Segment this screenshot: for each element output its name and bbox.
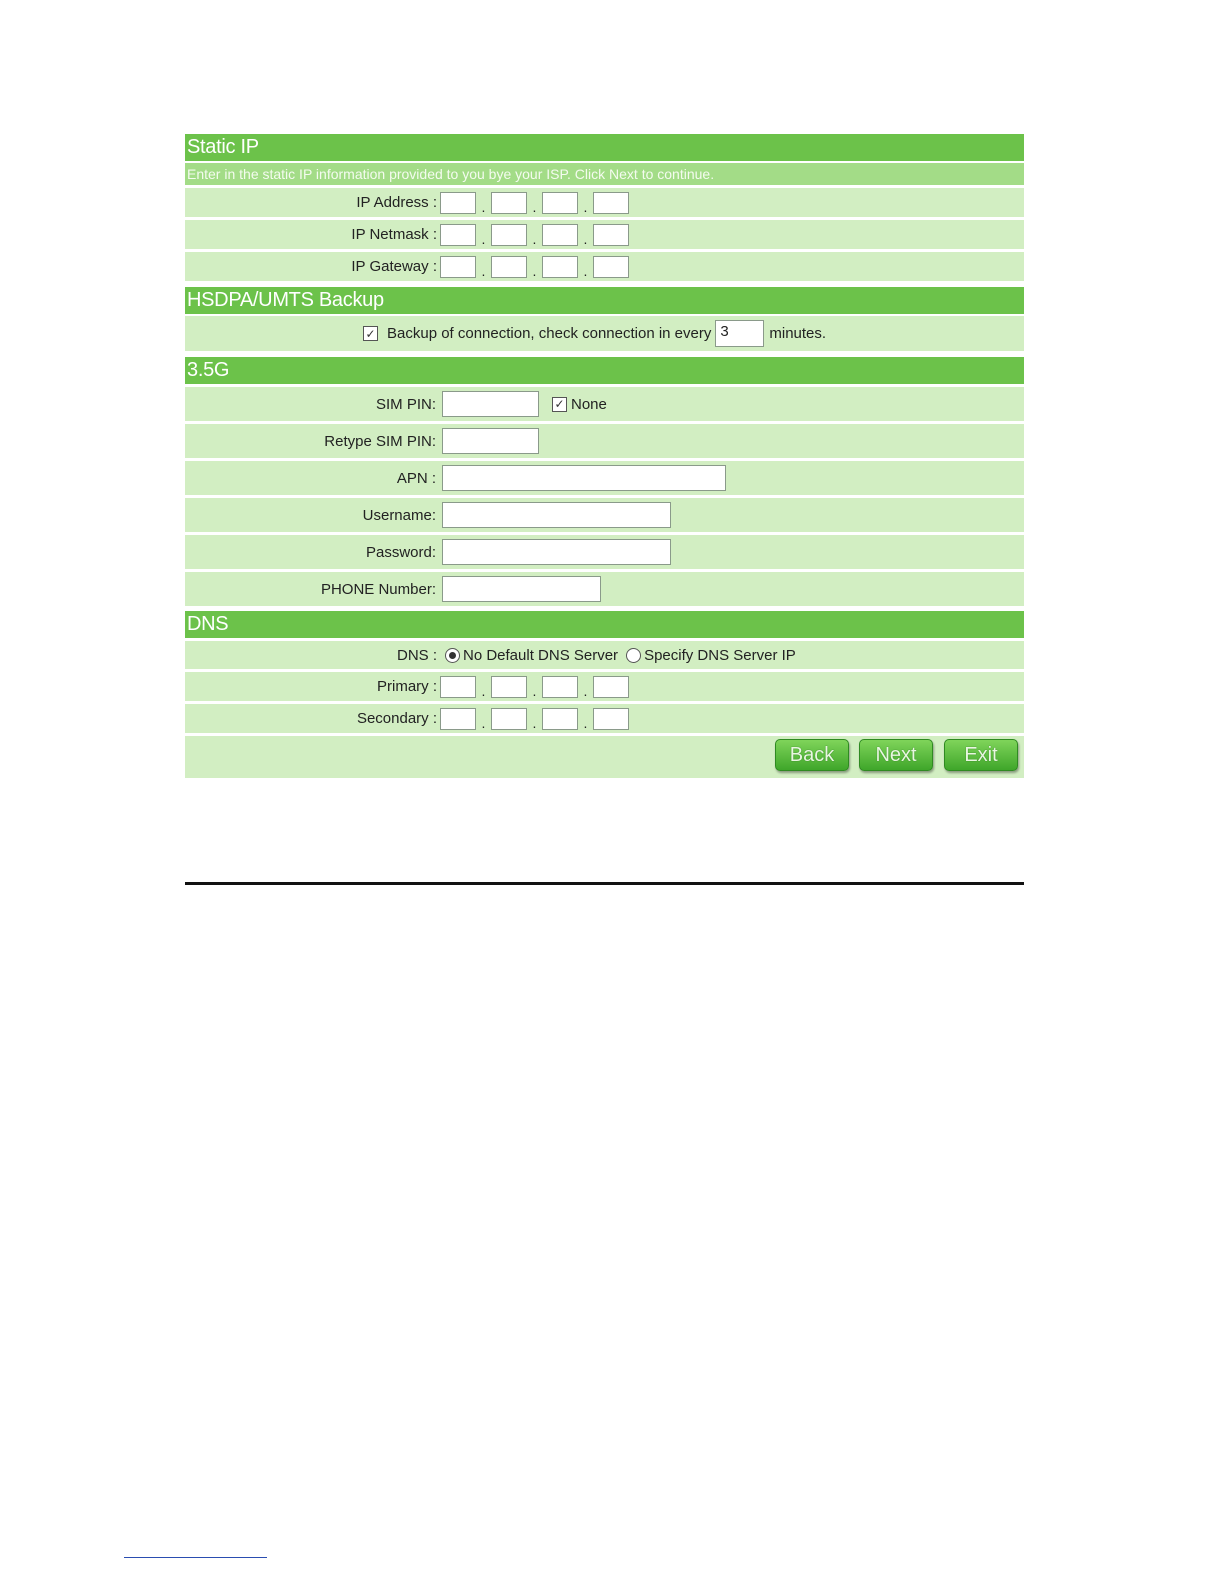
dns-no-default-radio[interactable]	[445, 648, 460, 663]
backup-text-before: Backup of connection, check connection in every	[387, 325, 712, 342]
ip-address-label: IP Address :	[356, 194, 437, 211]
ip-gateway-octet-4[interactable]	[593, 256, 629, 278]
row-username	[185, 498, 1024, 532]
backup-checkbox[interactable]: ✓	[363, 326, 378, 341]
ip-gateway-label: IP Gateway :	[351, 258, 437, 275]
page-divider	[185, 882, 1024, 885]
row-password	[185, 535, 1024, 569]
backup-text-after: minutes.	[769, 325, 827, 342]
section-header-3-5g: 3.5G	[185, 357, 1024, 384]
sim-pin-none-checkbox[interactable]: ✓	[552, 397, 567, 412]
setup-wizard-panel	[185, 134, 1024, 778]
ip-netmask-octet-1[interactable]	[440, 224, 476, 246]
dns-primary-octet-4[interactable]	[593, 676, 629, 698]
ip-netmask-octet-3[interactable]	[542, 224, 578, 246]
ip-separator: .	[532, 682, 537, 699]
dns-secondary-octet-2[interactable]	[491, 708, 527, 730]
ip-separator: .	[583, 714, 588, 731]
ip-address-octet-3[interactable]	[542, 192, 578, 214]
dns-secondary-octet-1[interactable]	[440, 708, 476, 730]
dns-no-default-label: No Default DNS Server	[463, 646, 619, 664]
ip-separator: .	[532, 198, 537, 215]
dns-secondary-label: Secondary :	[356, 710, 437, 727]
dns-primary-octet-1[interactable]	[440, 676, 476, 698]
exit-button[interactable]: Exit	[944, 739, 1018, 771]
dns-label: DNS :	[396, 646, 437, 664]
retype-sim-pin-label: Retype SIM PIN:	[324, 432, 436, 450]
ip-separator: .	[583, 262, 588, 279]
radio-selected-dot	[449, 652, 456, 659]
button-bar	[185, 736, 1024, 778]
ip-separator: .	[481, 230, 486, 247]
row-apn	[185, 461, 1024, 495]
password-input[interactable]	[442, 539, 671, 565]
dns-primary-octet-2[interactable]	[491, 676, 527, 698]
row-dns-secondary	[185, 704, 1024, 733]
ip-address-octet-2[interactable]	[491, 192, 527, 214]
row-phone-number	[185, 572, 1024, 606]
sim-pin-input[interactable]	[442, 391, 539, 417]
apn-label: APN :	[396, 469, 436, 487]
ip-netmask-octet-4[interactable]	[593, 224, 629, 246]
ip-gateway-octet-3[interactable]	[542, 256, 578, 278]
row-dns-primary	[185, 672, 1024, 701]
footnote-separator	[124, 1557, 267, 1558]
row-ip-gateway	[185, 252, 1024, 281]
ip-separator: .	[532, 714, 537, 731]
dns-secondary-octet-4[interactable]	[593, 708, 629, 730]
backup-interval-input[interactable]: 3	[715, 320, 764, 347]
ip-separator: .	[583, 198, 588, 215]
dns-specify-label: Specify DNS Server IP	[644, 646, 796, 664]
retype-sim-pin-input[interactable]	[442, 428, 539, 454]
phone-number-input[interactable]	[442, 576, 601, 602]
username-label: Username:	[362, 506, 436, 524]
dns-secondary-octet-3[interactable]	[542, 708, 578, 730]
ip-separator: .	[583, 230, 588, 247]
row-retype-sim-pin	[185, 424, 1024, 458]
apn-input[interactable]	[442, 465, 726, 491]
dns-specify-radio[interactable]	[626, 648, 641, 663]
ip-separator: .	[532, 262, 537, 279]
section-header-static-ip: Static IP	[185, 134, 1024, 161]
section-header-dns: DNS	[185, 611, 1024, 638]
ip-separator: .	[481, 682, 486, 699]
ip-gateway-octet-2[interactable]	[491, 256, 527, 278]
ip-separator: .	[481, 262, 486, 279]
dns-primary-octet-3[interactable]	[542, 676, 578, 698]
ip-address-octet-1[interactable]	[440, 192, 476, 214]
ip-netmask-label: IP Netmask :	[351, 226, 437, 243]
row-backup	[185, 316, 1024, 351]
row-ip-address	[185, 188, 1024, 217]
ip-separator: .	[532, 230, 537, 247]
sim-pin-label: SIM PIN:	[375, 395, 436, 413]
next-button[interactable]: Next	[859, 739, 933, 771]
ip-gateway-octet-1[interactable]	[440, 256, 476, 278]
row-dns-mode	[185, 641, 1024, 669]
ip-netmask-octet-2[interactable]	[491, 224, 527, 246]
row-sim-pin	[185, 387, 1024, 421]
dns-primary-label: Primary :	[377, 678, 437, 695]
row-ip-netmask	[185, 220, 1024, 249]
ip-address-octet-4[interactable]	[593, 192, 629, 214]
back-button[interactable]: Back	[775, 739, 849, 771]
sim-pin-none-label: None	[571, 395, 607, 413]
password-label: Password:	[365, 543, 436, 561]
section-header-backup: HSDPA/UMTS Backup	[185, 287, 1024, 314]
ip-separator: .	[583, 682, 588, 699]
username-input[interactable]	[442, 502, 671, 528]
static-ip-instruction: Enter in the static IP information provided to you bye your ISP. Click Next to continue.	[185, 163, 1024, 185]
ip-separator: .	[481, 714, 486, 731]
phone-number-label: PHONE Number:	[320, 580, 436, 598]
ip-separator: .	[481, 198, 486, 215]
